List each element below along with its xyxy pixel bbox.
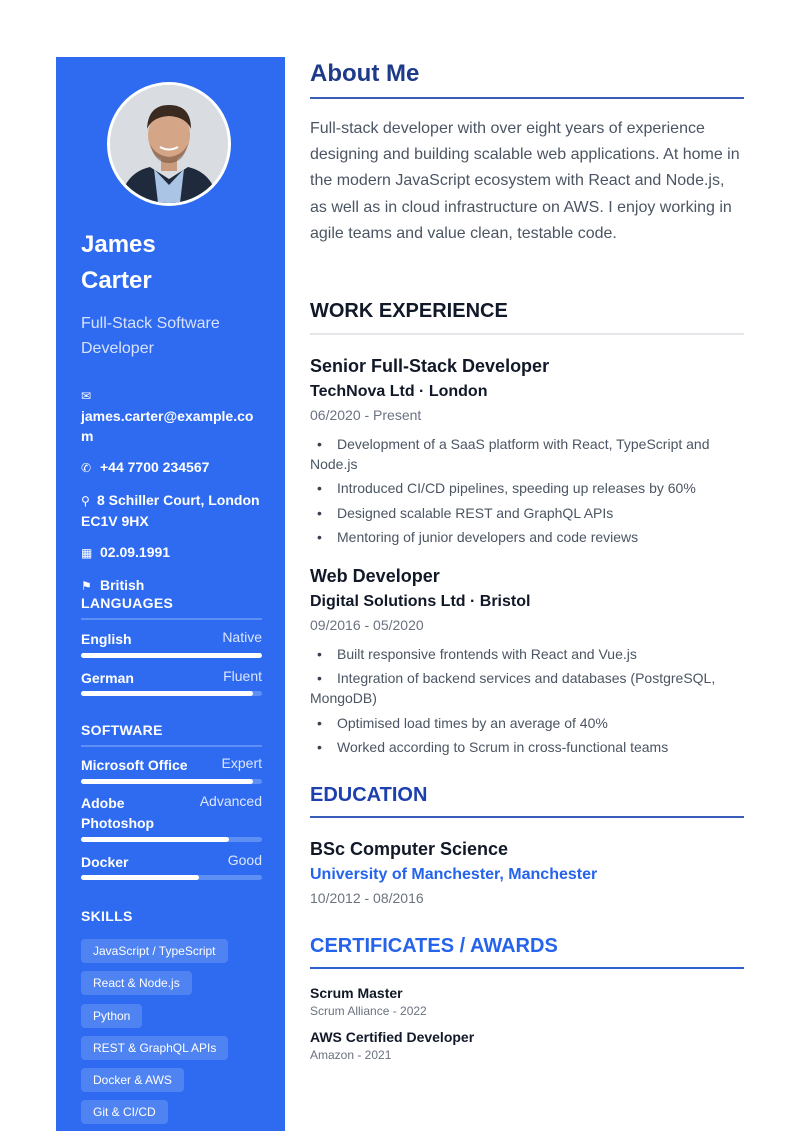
contact-nationality [81, 575, 263, 596]
university-name: University of Manchester, Manchester [310, 866, 598, 883]
job-title: Senior Full-Stack Developer [310, 356, 550, 376]
about-divider [310, 97, 744, 99]
skill-tag: JavaScript / TypeScript [81, 939, 228, 963]
language-row [81, 629, 262, 649]
list-item: • Development of a SaaS platform with React, TypeScript and Node.js [310, 434, 744, 474]
education-dates: 10/2012 - 08/2016 [310, 890, 424, 906]
certificate-title: AWS Certified Developer [310, 1029, 475, 1045]
job-bullets [310, 644, 744, 761]
list-item: • Introduced CI/CD pipelines, speeding up releases by 60% [310, 478, 744, 498]
phone-text: +44 7700 234567 [100, 459, 210, 475]
certificate-title: Scrum Master [310, 985, 403, 1001]
list-item: • Designed scalable REST and GraphQL APIs [310, 503, 744, 523]
software-row [81, 793, 262, 833]
envelope-icon: ✉ [81, 389, 92, 403]
software-heading: SOFTWARE [81, 722, 262, 747]
contact-address [81, 490, 263, 531]
skills-heading: SKILLS [81, 908, 133, 924]
email-text: james.carter@example.com [81, 408, 254, 444]
languages-heading: LANGUAGES [81, 595, 262, 620]
job-bullets [310, 434, 744, 551]
work-divider [310, 333, 744, 335]
person-name: James Carter [81, 231, 156, 294]
job-title: Web Developer [310, 566, 440, 586]
about-text: Full-stack developer with over eight years of experience designing and building scalable web applications. At home in the modern JavaScript ecosystem with React and Node.js, as well as in cloud infrastructure on AWS. I enjoy working in agile teams and value clean, testable code. [310, 120, 740, 242]
software-level: Advanced [199, 793, 262, 809]
birthdate-text: 02.09.1991 [100, 544, 171, 560]
degree-title: BSc Computer Science [310, 839, 509, 859]
language-level-bar [81, 653, 262, 658]
skill-tag: Docker & AWS [81, 1068, 184, 1092]
software-label: Docker [81, 854, 129, 870]
software-level-bar [81, 875, 262, 880]
language-label: English [81, 631, 132, 647]
address-text: 8 Schiller Court, London EC1V 9HX [81, 492, 260, 529]
skill-tag: Python [81, 1004, 142, 1028]
list-item: • Built responsive frontends with React and Vue.js [310, 644, 744, 664]
job-company: TechNova Ltd · London [310, 383, 488, 400]
certificates-divider [310, 967, 744, 969]
profile-photo [110, 85, 228, 203]
language-label: German [81, 670, 134, 686]
skill-tag: Git & CI/CD [81, 1100, 168, 1124]
education-divider [310, 816, 744, 818]
software-row [81, 755, 262, 775]
software-label: Adobe Photoshop [81, 795, 155, 831]
language-level: Native [222, 629, 262, 645]
contact-phone[interactable] [81, 457, 263, 478]
job-company: Digital Solutions Ltd · Bristol [310, 593, 531, 610]
job-dates: 09/2016 - 05/2020 [310, 617, 424, 633]
contact-email[interactable] [81, 385, 263, 446]
sidebar [56, 57, 285, 1131]
software-level-bar [81, 779, 262, 784]
nationality-text: British [100, 577, 145, 593]
list-item: • Worked according to Scrum in cross-functional teams [310, 737, 744, 757]
cake-icon: ▦ [81, 546, 93, 560]
person-portrait [110, 85, 228, 203]
about-heading: About Me [310, 60, 420, 87]
list-item: • Integration of backend services and databases (PostgreSQL, MongoDB) [310, 668, 744, 708]
software-level: Good [227, 852, 262, 868]
software-row [81, 852, 262, 872]
skill-tag: REST & GraphQL APIs [81, 1036, 228, 1060]
job-dates: 06/2020 - Present [310, 407, 422, 423]
software-level-bar [81, 837, 262, 842]
education-heading: EDUCATION [310, 784, 428, 806]
certificate-issuer: Scrum Alliance - 2022 [310, 1004, 427, 1018]
skill-tag: React & Node.js [81, 971, 192, 995]
software-level: Expert [221, 755, 262, 771]
software-label: Microsoft Office [81, 757, 188, 773]
contact-birthdate [81, 542, 263, 563]
work-experience-heading: WORK EXPERIENCE [310, 300, 508, 322]
list-item: • Optimised load times by an average of 40% [310, 713, 744, 733]
avatar [107, 82, 231, 206]
certificates-heading: CERTIFICATES / AWARDS [310, 935, 558, 957]
certificate-issuer: Amazon - 2021 [310, 1048, 392, 1062]
list-item: • Mentoring of junior developers and code reviews [310, 527, 744, 547]
language-row [81, 668, 262, 688]
map-pin-icon: ⚲ [81, 494, 90, 508]
phone-icon: ✆ [81, 461, 92, 475]
language-level: Fluent [223, 668, 262, 684]
language-level-bar [81, 691, 262, 696]
flag-icon: ⚑ [81, 579, 92, 593]
job-role: Full-Stack Software Developer [81, 315, 220, 357]
